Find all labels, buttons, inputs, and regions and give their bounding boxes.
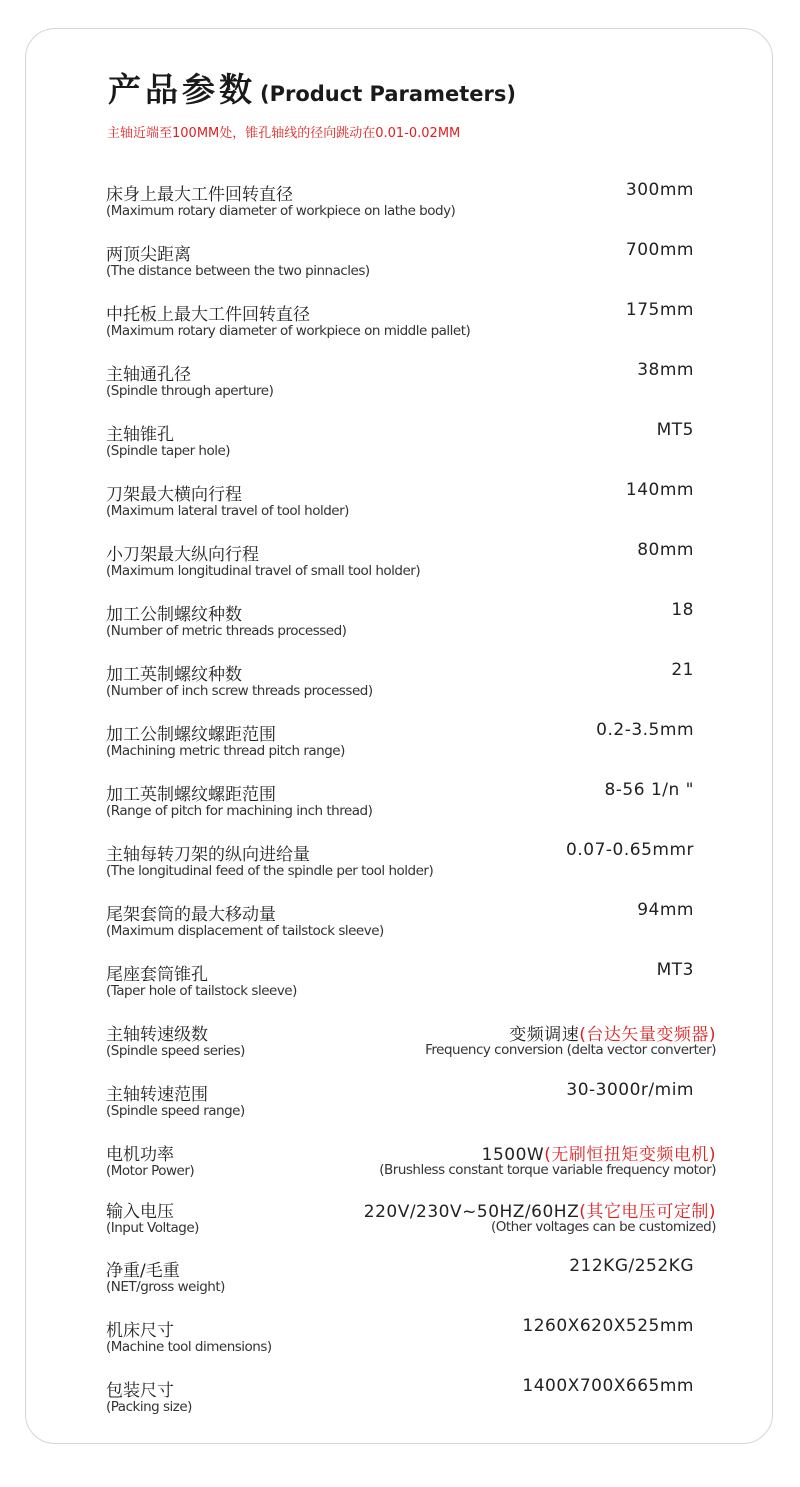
title-chinese: 产品参数	[108, 70, 256, 109]
parameter-value-text: 1400X700X665mm	[522, 1376, 694, 1396]
parameter-label-en: (Spindle speed series)	[106, 1043, 245, 1059]
parameter-label-cn: 尾架套筒的最大移动量	[106, 905, 276, 925]
parameter-label-cn: 刀架最大横向行程	[106, 485, 242, 505]
parameter-label-cn: 机床尺寸	[106, 1321, 174, 1341]
parameter-label-cn: 中托板上最大工件回转直径	[106, 305, 310, 325]
parameter-row	[106, 180, 716, 232]
parameter-row	[106, 1197, 716, 1249]
runout-note: 主轴近端至100MM处，锥孔轴线的径向跳动在0.01-0.02MM	[107, 126, 461, 141]
parameter-row	[106, 600, 716, 652]
parameter-label-cn: 加工公制螺纹种数	[106, 605, 242, 625]
parameter-label-cn: 主轴转速范围	[106, 1085, 208, 1105]
parameter-label-cn: 电机功率	[106, 1145, 174, 1165]
parameter-value-subtitle: Frequency conversion (delta vector converter)	[425, 1042, 716, 1058]
parameter-label-en: (Maximum displacement of tailstock sleeve)	[106, 923, 384, 939]
parameter-value-text: 175mm	[625, 300, 694, 320]
parameter-label-en: (Number of metric threads processed)	[106, 623, 347, 639]
parameter-value	[569, 1256, 694, 1276]
parameter-label-cn: 主轴转速级数	[106, 1025, 208, 1045]
parameter-label-en: (Number of inch screw threads processed)	[106, 683, 373, 699]
parameter-row	[106, 660, 716, 712]
parameter-row	[106, 960, 716, 1012]
parameter-label-en: (Motor Power)	[106, 1163, 195, 1179]
parameter-row	[106, 1376, 716, 1428]
parameter-value-text: 38mm	[637, 360, 694, 380]
parameter-label-cn: 包装尺寸	[106, 1381, 174, 1401]
parameter-value	[596, 720, 694, 740]
parameter-value-text: 18	[671, 600, 694, 620]
parameter-value-text: MT5	[656, 420, 694, 440]
parameter-value-text: 变频调速	[509, 1025, 580, 1045]
parameter-row	[106, 240, 716, 292]
parameter-label-en: (Spindle taper hole)	[106, 443, 231, 459]
parameter-row	[106, 1020, 716, 1072]
title-english: (Product Parameters)	[260, 82, 516, 106]
parameter-label-en: (NET/gross weight)	[106, 1279, 225, 1295]
parameter-row	[106, 1140, 716, 1192]
parameter-row	[106, 1316, 716, 1368]
parameter-label-cn: 加工英制螺纹种数	[106, 665, 242, 685]
parameter-value-text: 8-56 1/n "	[604, 780, 694, 800]
parameter-value-highlight: (无刷恒扭矩变频电机)	[544, 1145, 716, 1165]
parameter-label-en: (Maximum rotary diameter of workpiece on lathe body)	[106, 203, 456, 219]
parameter-value	[671, 660, 694, 680]
parameter-value	[604, 780, 694, 800]
parameter-value-text: 80mm	[637, 540, 694, 560]
parameter-value-text: 300mm	[625, 180, 694, 200]
parameter-label-cn: 两顶尖距离	[106, 245, 191, 265]
parameter-value	[637, 900, 694, 920]
parameter-value-subtitle: (Brushless constant torque variable frequency motor)	[379, 1162, 716, 1178]
parameter-label-en: (Machine tool dimensions)	[106, 1339, 272, 1355]
parameter-label-cn: 主轴通孔径	[106, 365, 191, 385]
parameter-label-en: (The longitudinal feed of the spindle per tool holder)	[106, 863, 434, 879]
parameter-label-cn: 床身上最大工件回转直径	[106, 185, 293, 205]
parameter-label-en: (Packing size)	[106, 1399, 192, 1415]
parameter-row	[106, 780, 716, 832]
parameter-label-en: (Maximum lateral travel of tool holder)	[106, 503, 349, 519]
parameter-row	[106, 840, 716, 892]
parameter-label-en: (Maximum rotary diameter of workpiece on middle pallet)	[106, 323, 471, 339]
parameter-label-en: (Taper hole of tailstock sleeve)	[106, 983, 297, 999]
parameter-label-cn: 加工英制螺纹螺距范围	[106, 785, 276, 805]
parameter-value-highlight: (其它电压可定制)	[579, 1202, 716, 1222]
parameter-value-text: 0.2-3.5mm	[596, 720, 694, 740]
parameter-value-text: MT3	[656, 960, 694, 980]
parameter-value-subtitle: (Other voltages can be customized)	[490, 1219, 716, 1235]
parameter-value	[657, 960, 694, 980]
parameter-value-text: 212KG/252KG	[569, 1256, 694, 1276]
parameter-label-en: (Range of pitch for machining inch thread)	[106, 803, 373, 819]
parameter-row	[106, 360, 716, 412]
parameter-row	[106, 300, 716, 352]
parameter-value	[626, 480, 694, 500]
parameter-label-en: (Machining metric thread pitch range)	[106, 743, 345, 759]
parameter-label-cn: 主轴锥孔	[106, 425, 174, 445]
parameter-value-text: 0.07-0.65mmr	[566, 840, 694, 860]
parameter-label-cn: 加工公制螺纹螺距范围	[106, 725, 276, 745]
parameter-value	[626, 300, 694, 320]
page-title	[108, 64, 516, 111]
parameter-value-text: 700mm	[625, 240, 694, 260]
parameter-value-text: 21	[671, 660, 694, 680]
parameter-value	[566, 840, 694, 860]
parameter-value	[522, 1376, 694, 1396]
parameter-row	[106, 1080, 716, 1132]
parameter-value	[626, 240, 694, 260]
parameter-row	[106, 720, 716, 772]
parameter-label-en: (Spindle speed range)	[106, 1103, 245, 1119]
parameter-label-en: (Spindle through aperture)	[106, 383, 274, 399]
parameter-row	[106, 900, 716, 952]
parameter-value-text: 220V/230V~50HZ/60HZ	[363, 1202, 580, 1222]
parameter-value	[637, 360, 694, 380]
parameter-label-cn: 小刀架最大纵向行程	[106, 545, 259, 565]
parameter-label-cn: 主轴每转刀架的纵向进给量	[106, 845, 310, 865]
parameter-value	[626, 180, 694, 200]
parameter-value-highlight: (台达矢量变频器)	[579, 1025, 716, 1045]
parameter-label-cn: 净重/毛重	[106, 1261, 180, 1281]
parameter-value	[657, 420, 694, 440]
parameter-value	[637, 540, 694, 560]
parameter-label-en: (The distance between the two pinnacles)	[106, 263, 370, 279]
parameter-value	[522, 1316, 694, 1336]
parameter-label-cn: 尾座套筒锥孔	[106, 965, 208, 985]
parameter-row	[106, 480, 716, 532]
parameter-value-text: 30-3000r/mim	[566, 1080, 694, 1100]
parameter-label-cn: 输入电压	[106, 1202, 174, 1222]
parameter-row	[106, 540, 716, 592]
parameter-value	[671, 600, 694, 620]
parameter-label-en: (Maximum longitudinal travel of small tool holder)	[106, 563, 421, 579]
parameter-value-text: 1500W	[481, 1145, 545, 1165]
parameter-value	[566, 1080, 694, 1100]
parameter-value-text: 1260X620X525mm	[522, 1316, 694, 1336]
parameter-label-en: (Input Voltage)	[106, 1220, 199, 1236]
parameter-value-text: 140mm	[625, 480, 694, 500]
parameter-value-text: 94mm	[637, 900, 694, 920]
parameter-row	[106, 1256, 716, 1308]
parameter-row	[106, 420, 716, 472]
